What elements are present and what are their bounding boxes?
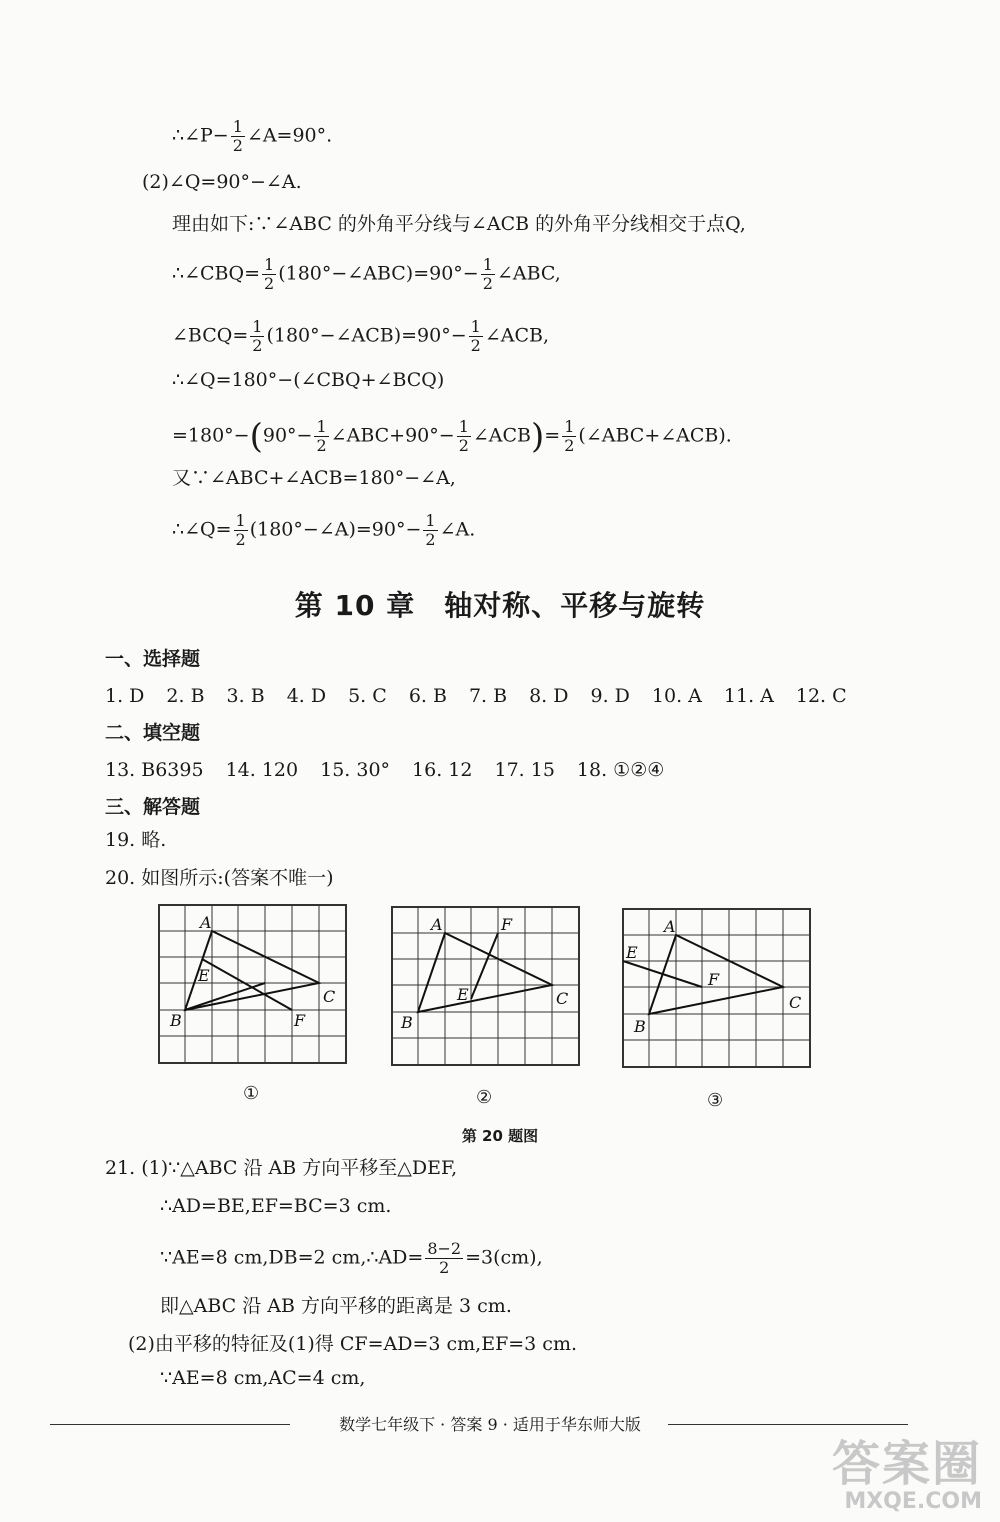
q21-line-6: ∵AE=8 cm,AC=4 cm, bbox=[160, 1367, 366, 1389]
figure-3 bbox=[622, 908, 812, 1070]
watermark bbox=[782, 1438, 982, 1514]
figure-label-2: ② bbox=[476, 1087, 493, 1108]
proof-line-1 bbox=[172, 118, 332, 155]
svg-text:E: E bbox=[626, 943, 638, 962]
proof-line-9: ∴∠Q= $\frac{1}{2}$ (180°−∠A)=90°− $\frac{1}{2}$ ∠A. bbox=[172, 511, 476, 549]
text: ∴∠P− bbox=[172, 124, 229, 147]
text: ∠A=90°. bbox=[246, 124, 333, 147]
svg-text:A: A bbox=[200, 913, 212, 932]
svg-text:C: C bbox=[556, 989, 569, 1008]
footer-rule-left bbox=[50, 1424, 290, 1425]
section-fill-in: 二、填空题 bbox=[105, 722, 201, 744]
svg-text:E: E bbox=[457, 985, 469, 1004]
proof-line-8: 又∵∠ABC+∠ACB=180°−∠A, bbox=[172, 467, 456, 489]
watermark-url: MXQE.COM bbox=[844, 1489, 982, 1514]
svg-text:B: B bbox=[634, 1017, 646, 1036]
svg-text:E: E bbox=[198, 966, 210, 985]
svg-text:B: B bbox=[401, 1013, 413, 1032]
proof-line-4: ∴∠CBQ= $\frac{1}{2}$ (180°−∠ABC)=90°− $\frac{1}{2}$ ∠ABC, bbox=[172, 255, 561, 293]
q21-line-3: ∵AE=8 cm,DB=2 cm,∴AD= $\frac{8-2}{2}$ =3(cm), bbox=[160, 1239, 543, 1277]
svg-text:C: C bbox=[323, 987, 336, 1006]
fill-answers: 13. B6395 14. 120 15. 30° 16. 12 17. 15 18. ①②④ bbox=[105, 759, 665, 781]
svg-text:F: F bbox=[294, 1011, 306, 1030]
figure-2 bbox=[391, 906, 581, 1068]
mc-answers: 1. D 2. B 3. B 4. D 5. C 6. B 7. B 8. D 9. D 10. A 11. A 12. C bbox=[105, 685, 847, 707]
figure-label-1: ① bbox=[243, 1083, 260, 1104]
svg-text:F: F bbox=[708, 970, 720, 989]
proof-line-3: 理由如下:∵∠ABC 的外角平分线与∠ACB 的外角平分线相交于点Q, bbox=[172, 213, 746, 235]
figure-label-3: ③ bbox=[707, 1090, 724, 1111]
svg-text:C: C bbox=[789, 993, 802, 1012]
figure-1 bbox=[158, 904, 348, 1066]
q20: 20. 如图所示:(答案不唯一) bbox=[105, 867, 334, 889]
section-solutions: 三、解答题 bbox=[105, 796, 201, 818]
q21-line-5: (2)由平移的特征及(1)得 CF=AD=3 cm,EF=3 cm. bbox=[128, 1333, 578, 1355]
footer-rule-right bbox=[668, 1424, 908, 1425]
svg-text:A: A bbox=[664, 917, 676, 936]
q21-line-1: 21. (1)∵△ABC 沿 AB 方向平移至△DEF, bbox=[105, 1157, 458, 1179]
proof-line-2: (2)∠Q=90°−∠A. bbox=[142, 171, 302, 193]
figure-caption: 第 20 题图 bbox=[461, 1127, 539, 1145]
svg-text:F: F bbox=[501, 915, 513, 934]
footer-text: 数学七年级下 · 答案 9 · 适用于华东师大版 bbox=[339, 1415, 641, 1434]
proof-line-5: ∠BCQ= $\frac{1}{2}$ (180°−∠ACB)=90°− $\frac{1}{2}$ ∠ACB, bbox=[172, 317, 550, 355]
fraction-half: $\frac{1}{2}$ bbox=[232, 117, 243, 155]
section-multiple-choice: 一、选择题 bbox=[105, 648, 201, 670]
svg-text:B: B bbox=[170, 1011, 182, 1030]
chapter-title: 第 10 章 轴对称、平移与旋转 bbox=[294, 589, 706, 622]
proof-line-7: =180°−(90°− $\frac{1}{2}$ ∠ABC+90°− $\frac{1}{2}$ ∠ACB)= $\frac{1}{2}$ (∠ABC+∠ACB). bbox=[172, 416, 732, 457]
svg-text:A: A bbox=[431, 915, 443, 934]
q21-line-4: 即△ABC 沿 AB 方向平移的距离是 3 cm. bbox=[160, 1295, 512, 1317]
q21-line-2: ∴AD=BE,EF=BC=3 cm. bbox=[160, 1195, 392, 1217]
proof-line-6: ∴∠Q=180°−(∠CBQ+∠BCQ) bbox=[172, 369, 445, 391]
q19: 19. 略. bbox=[105, 829, 167, 851]
watermark-logo: 答案圈 bbox=[831, 1436, 982, 1492]
